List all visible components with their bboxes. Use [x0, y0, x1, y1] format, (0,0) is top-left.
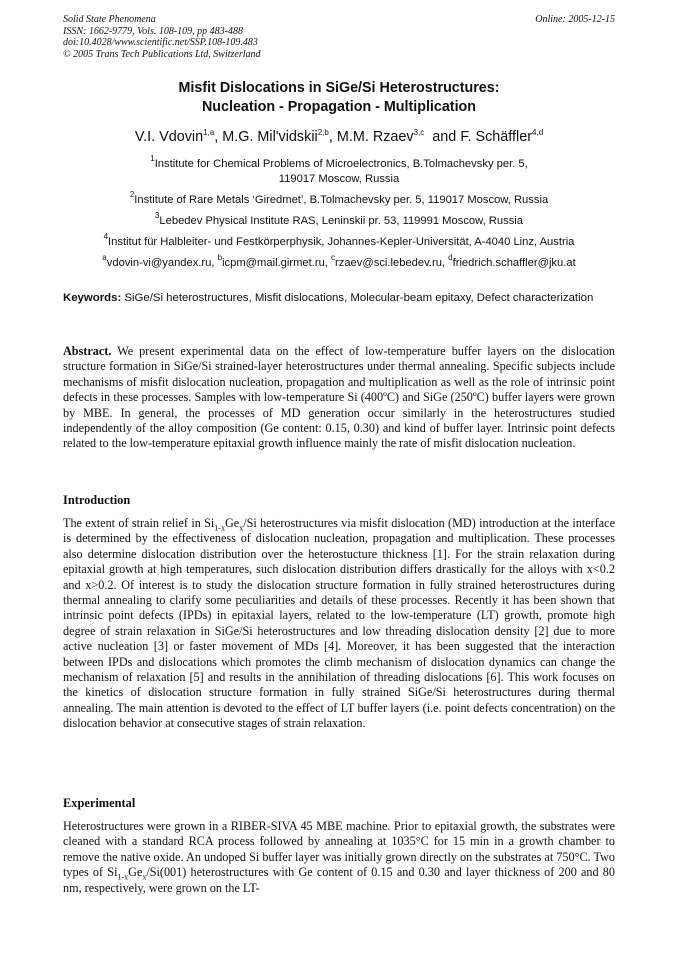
- keywords-paragraph: [63, 291, 615, 306]
- keywords-label: Keywords:: [63, 292, 122, 304]
- affiliation-1: [40, 154, 638, 187]
- intro-subscript: 1-x: [214, 523, 225, 533]
- journal-header: [63, 14, 261, 60]
- author-separator: ,: [328, 129, 337, 145]
- experimental-heading: Experimental: [63, 796, 136, 810]
- introduction-paragraph: [63, 516, 615, 732]
- author-name: F. Schäffler: [460, 129, 533, 145]
- affiliation-text: Institute of Rare Metals ‘Giredmet’, B.Tolmachevsky per. 5, 119017 Moscow, Russia: [134, 194, 549, 206]
- abstract-paragraph: [63, 344, 615, 452]
- intro-text-body: /Si heterostructures via misfit dislocation (MD) introduction at the interface is determined by the effectiveness of dislocation nucleation, propagation and multiplication. These processes also determine dislocation distribution over the heterostucture thickness [1]. For the strain relaxation during epitaxial growth at high temperatures, such dislocation distribution differs drastically for the alloys with x<0.2 and x>0.2. Of interest is to study the dislocation structure formation in fully strained heterostructures during thermal annealing to clarify some peculiarities and details of these processes. Recently it has been shown that intrinsic point defects (IPDs) in epitaxial layers, related to the low-temperature (LT) growth, promote high degree of strain relaxation in SiGe/Si heterostructures and low threading dislocation density [2] due to more active nucleation [3] or faster movement of MDs [4]. Moreover, it has been suggested that the interaction between IPDs and dislocations which promotes the climb mechanism of dislocation dynamics can change the mechanism of relaxation [5] and results in the annihilation of threading dislocations [6]. This work focuses on the kinetics of dislocation structure formation in fully strained SiGe/Si heterostructures during thermal annealing. The main attention is devoted to the effect of LT buffer layers (i.e. point defects concentration) on the dislocation behavior at consecutive stages of strain relaxation.: [63, 516, 615, 731]
- doi-line: doi:10.4028/www.scientific.net/SSP.108-109.483: [63, 37, 258, 48]
- intro-subscript: x: [239, 523, 244, 533]
- affiliation-4: [40, 232, 638, 250]
- exp-text-ge: Ge: [128, 865, 143, 880]
- journal-name: Solid State Phenomena: [63, 14, 156, 25]
- affiliation-text-cont: 119017 Moscow, Russia: [278, 173, 400, 185]
- paper-title: [60, 79, 618, 117]
- email-mark: d: [448, 253, 453, 262]
- exp-subscript: 1-x: [117, 872, 129, 882]
- introduction-heading: Introduction: [63, 493, 131, 507]
- author-emails: [40, 253, 638, 271]
- intro-text-start: The extent of strain relief in Si: [63, 516, 215, 530]
- email-mark: c: [331, 253, 336, 262]
- title-line-2: Nucleation - Propagation - Multiplication: [201, 99, 477, 115]
- affiliation-mark: 4: [103, 232, 109, 241]
- author-name: M.M. Rzaev: [336, 129, 414, 145]
- experimental-paragraph: [63, 819, 615, 896]
- issn-line: ISSN: 1662-9779, Vols. 108-109, pp 483-488: [63, 25, 243, 37]
- abstract-text: We present experimental data on the effect of low-temperature buffer layers on the dislocation structure formation in SiGe/Si strained-layer heterostructures under thermal annealing. Specific subjects include mechanisms of misfit dislocation nucleation, propagation and multiplication as well as the role of intrinsic point defects in these processes. Samples with low-temperature Si (400ºC) and SiGe (250ºC) buffer layers were grown by MBE. In general, the processes of MD generation occur similarly in the heterostructures studied independently of the alloy composition (Ge content: 0.15, 0.30) and kind of buffer layer. Intrinsic point defects related to the low-temperature epitaxial growth influence mainly the rate of misfit dislocation nucleation.: [63, 344, 616, 451]
- copyright-line: © 2005 Trans Tech Publications Ltd, Switzerland: [63, 48, 261, 60]
- author-affiliation-mark: 4,d: [532, 128, 544, 137]
- author-separator: ,: [214, 129, 223, 145]
- exp-text-body: /Si(001) heterostructures with Ge content of 0.15 and 0.30 and layer thickness of 200 and 80 nm, respectively, were grown on the LT-: [63, 865, 615, 895]
- author-affiliation-mark: 2,b: [317, 128, 329, 137]
- author-name: M.G. Mil'vidskii: [222, 129, 318, 145]
- affiliations: [40, 154, 638, 277]
- author-affiliation-mark: 1,a: [203, 128, 215, 137]
- affiliation-mark: 2: [129, 190, 135, 199]
- keywords-text: SiGe/Si heterostructures, Misfit dislocations, Molecular-beam epitaxy, Defect characterization: [124, 292, 594, 304]
- affiliation-2: [40, 190, 638, 208]
- affiliation-3: [40, 211, 638, 229]
- author-name: V.I. Vdovin: [134, 129, 204, 145]
- online-date: Online: 2005-12-15: [535, 14, 615, 25]
- affiliation-text: Lebedev Physical Institute RAS, Leninskii pr. 53, 119991 Moscow, Russia: [159, 215, 524, 227]
- exp-subscript: x: [142, 872, 147, 882]
- intro-text-ge: Ge: [224, 516, 240, 530]
- abstract-label: Abstract.: [63, 344, 112, 358]
- affiliation-mark: 1: [150, 154, 155, 163]
- exp-text-start: Heterostructures were grown in a RIBER-SIVA 45 MBE machine. Prior to epitaxial growth, the substrates were cleaned with a standard RCA process followed by annealing at 1035°C for 15 min in a growth chamber to remove the native oxide. An undoped Si buffer layer was initially grown directly on the substrates at 750°C. Two types of Si: [63, 819, 615, 880]
- author-list: [40, 128, 638, 146]
- email-mark: a: [102, 253, 107, 262]
- email-address: rzaev@sci.lebedev.ru,: [335, 257, 449, 269]
- author-affiliation-mark: 3,c: [413, 128, 425, 137]
- email-mark: b: [217, 253, 223, 262]
- title-line-1: Misfit Dislocations in SiGe/Si Heterostructures:: [178, 80, 500, 96]
- email-address: vdovin-vi@yandex.ru,: [106, 257, 218, 269]
- author-separator: and: [424, 129, 461, 145]
- email-address: icpm@mail.girmet.ru,: [222, 257, 332, 269]
- affiliation-mark: 3: [154, 211, 160, 220]
- affiliation-text: Institut für Halbleiter- und Festkörperphysik, Johannes-Kepler-Universität, A-4040 Linz, Austria: [108, 236, 575, 248]
- affiliation-text: Institute for Chemical Problems of Microelectronics, B.Tolmachevsky per. 5,: [154, 158, 528, 170]
- email-address: friedrich.schaffler@jku.at: [452, 257, 576, 269]
